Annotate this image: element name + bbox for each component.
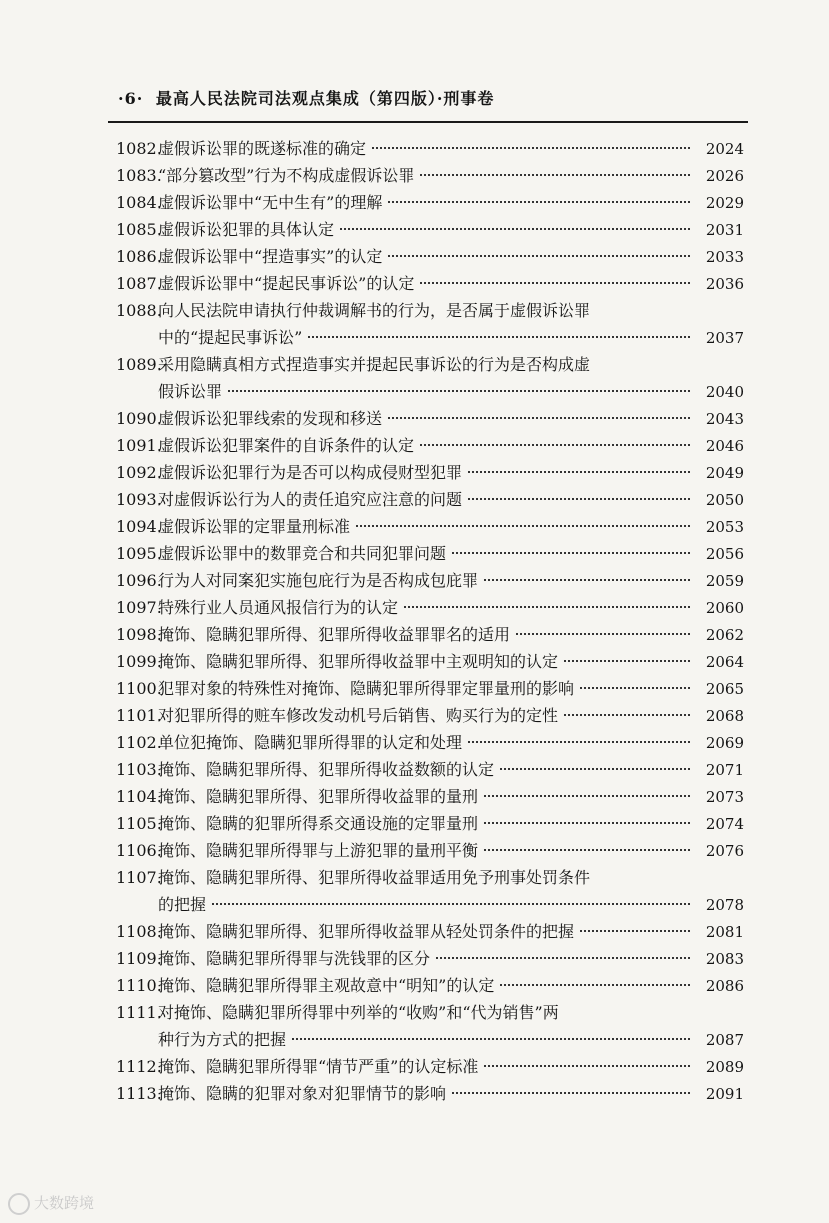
entry-number: 1092.	[116, 463, 162, 482]
toc-entry-line	[116, 513, 744, 540]
entry-title: 虚假诉讼罪的定罪量刑标准	[158, 517, 351, 536]
entry-page-number: 2046	[705, 437, 744, 455]
entry-page-number: 2091	[705, 1085, 744, 1103]
entry-title: 虚假诉讼犯罪案件的自诉条件的认定	[158, 436, 415, 455]
entry-number: 1091.	[116, 436, 162, 455]
dot-leader	[420, 174, 690, 176]
toc-entry-line	[116, 567, 744, 594]
entry-title: 掩饰、隐瞒犯罪所得、犯罪所得收益罪从轻处罚条件的把握	[158, 922, 575, 941]
dot-leader	[356, 525, 690, 527]
entry-page-number: 2029	[705, 194, 744, 212]
entry-page-number: 2049	[705, 464, 744, 482]
entry-page-number: 2083	[705, 950, 744, 968]
watermark-logo-icon	[8, 1193, 30, 1215]
entry-title: 中的“提起民事诉讼”	[158, 328, 303, 347]
entry-number: 1110.	[116, 976, 162, 995]
entry-number: 1111.	[116, 1003, 162, 1022]
entry-title: 虚假诉讼罪中的数罪竞合和共同犯罪问题	[158, 544, 447, 563]
toc-entry	[116, 1053, 744, 1080]
toc-entry	[116, 513, 744, 540]
toc-entry	[116, 1080, 744, 1107]
entry-number: 1097.	[116, 598, 162, 617]
entry-page-number: 2053	[705, 518, 744, 536]
toc-entry	[116, 351, 744, 405]
entry-page-number: 2064	[705, 653, 744, 671]
entry-number: 1096.	[116, 571, 162, 590]
toc-entry-line	[116, 216, 744, 243]
entry-number: 1102.	[116, 733, 162, 752]
toc-entry-line	[116, 486, 744, 513]
dot-leader	[308, 336, 690, 338]
toc-entry-line	[116, 1053, 744, 1080]
entry-page-number: 2033	[705, 248, 744, 266]
entry-page-number: 2089	[705, 1058, 744, 1076]
entry-title: 虚假诉讼犯罪行为是否可以构成侵财型犯罪	[158, 463, 463, 482]
entry-title: “部分篡改型”行为不构成虚假诉讼罪	[158, 166, 415, 185]
dot-leader	[484, 1065, 690, 1067]
dot-leader	[484, 795, 690, 797]
entry-number: 1108.	[116, 922, 162, 941]
entry-title: 对犯罪所得的赃车修改发动机号后销售、购买行为的定性	[158, 706, 559, 725]
dot-leader	[468, 471, 690, 473]
dot-leader	[452, 552, 690, 554]
toc-entry	[116, 810, 744, 837]
watermark	[8, 1192, 94, 1215]
toc-entry	[116, 459, 744, 486]
toc-entry	[116, 486, 744, 513]
dot-leader	[404, 606, 690, 608]
toc-entry-line	[116, 243, 744, 270]
entry-page-number: 2087	[705, 1031, 744, 1049]
toc-entry-line	[116, 459, 744, 486]
toc-entry	[116, 162, 744, 189]
watermark-text: 大数跨境	[34, 1194, 95, 1212]
toc-entry	[116, 594, 744, 621]
dot-leader	[388, 201, 690, 203]
entry-page-number: 2081	[705, 923, 744, 941]
entry-title: 假诉讼罪	[158, 382, 223, 401]
toc-entry-continuation	[116, 378, 744, 405]
entry-page-number: 2068	[705, 707, 744, 725]
header-rule	[108, 121, 748, 123]
dot-leader	[420, 444, 690, 446]
toc-entry-line	[116, 351, 744, 378]
toc-entry	[116, 216, 744, 243]
toc-entry	[116, 270, 744, 297]
entry-page-number: 2065	[705, 680, 744, 698]
toc-entry	[116, 567, 744, 594]
dot-leader	[564, 660, 690, 662]
toc-entry	[116, 729, 744, 756]
toc-entry-line	[116, 999, 744, 1026]
book-title: 最高人民法院司法观点集成（第四版）·刑事卷	[155, 89, 495, 108]
toc-entry-line	[116, 621, 744, 648]
dot-leader	[228, 390, 690, 392]
entry-title: 掩饰、隐瞒犯罪所得罪与洗钱罪的区分	[158, 949, 431, 968]
toc-entry	[116, 972, 744, 999]
entry-number: 1105.	[116, 814, 162, 833]
toc-entry-line	[116, 864, 744, 891]
dot-leader	[436, 957, 690, 959]
toc-entry-line	[116, 945, 744, 972]
entry-title: 掩饰、隐瞒犯罪所得罪与上游犯罪的量刑平衡	[158, 841, 479, 860]
dot-leader	[580, 930, 690, 932]
entry-number: 1084.	[116, 193, 162, 212]
dot-leader	[516, 633, 690, 635]
entry-page-number: 2024	[705, 140, 744, 158]
entry-number: 1089.	[116, 355, 162, 374]
dot-leader	[372, 147, 690, 149]
toc-entry	[116, 540, 744, 567]
entry-title: 掩饰、隐瞒的犯罪所得系交通设施的定罪量刑	[158, 814, 479, 833]
entry-number: 1083.	[116, 166, 162, 185]
dot-leader	[484, 849, 690, 851]
entry-title: 对掩饰、隐瞒犯罪所得罪中列举的“收购”和“代为销售”两	[158, 1003, 559, 1022]
entry-number: 1082.	[116, 139, 162, 158]
entry-page-number: 2059	[705, 572, 744, 590]
entry-number: 1099.	[116, 652, 162, 671]
dot-leader	[340, 228, 690, 230]
toc-entry-line	[116, 702, 744, 729]
toc-entry-line	[116, 540, 744, 567]
entry-title: 虚假诉讼罪中“提起民事诉讼”的认定	[158, 274, 415, 293]
entry-number: 1085.	[116, 220, 162, 239]
dot-leader	[484, 822, 690, 824]
entry-page-number: 2037	[705, 329, 744, 347]
entry-page-number: 2060	[705, 599, 744, 617]
toc-entry-line	[116, 918, 744, 945]
toc-entry-line	[116, 135, 744, 162]
entry-number: 1088.	[116, 301, 162, 320]
toc-entry	[116, 837, 744, 864]
entry-title: 掩饰、隐瞒犯罪所得、犯罪所得收益罪适用免予刑事处罚条件	[158, 868, 591, 887]
entry-title: 掩饰、隐瞒犯罪所得、犯罪所得收益数额的认定	[158, 760, 495, 779]
toc-entry	[116, 999, 744, 1053]
toc-entry-continuation	[116, 324, 744, 351]
toc-entry-continuation	[116, 1026, 744, 1053]
entry-number: 1087.	[116, 274, 162, 293]
toc-entry	[116, 675, 744, 702]
entry-number: 1104.	[116, 787, 162, 806]
entry-page-number: 2086	[705, 977, 744, 995]
entry-title: 的把握	[158, 895, 207, 914]
toc-entry	[116, 702, 744, 729]
toc-entry-line	[116, 1080, 744, 1107]
entry-title: 掩饰、隐瞒犯罪所得、犯罪所得收益罪中主观明知的认定	[158, 652, 559, 671]
entry-number: 1106.	[116, 841, 162, 860]
toc-entry	[116, 864, 744, 918]
toc-entry-continuation	[116, 891, 744, 918]
table-of-contents	[116, 135, 744, 1107]
entry-page-number: 2040	[705, 383, 744, 401]
toc-entry	[116, 432, 744, 459]
toc-entry	[116, 945, 744, 972]
entry-number: 1090.	[116, 409, 162, 428]
entry-title: 行为人对同案犯实施包庇行为是否构成包庇罪	[158, 571, 479, 590]
entry-title: 向人民法院申请执行仲裁调解书的行为，是否属于虚假诉讼罪	[158, 301, 591, 320]
entry-title: 掩饰、隐瞒犯罪所得罪主观故意中“明知”的认定	[158, 976, 495, 995]
entry-number: 1095.	[116, 544, 162, 563]
entry-number: 1101.	[116, 706, 162, 725]
entry-title: 特殊行业人员通风报信行为的认定	[158, 598, 399, 617]
entry-page-number: 2071	[705, 761, 744, 779]
toc-entry	[116, 189, 744, 216]
toc-entry	[116, 135, 744, 162]
dot-leader	[564, 714, 690, 716]
entry-page-number: 2026	[705, 167, 744, 185]
entry-title: 掩饰、隐瞒犯罪所得、犯罪所得收益罪罪名的适用	[158, 625, 511, 644]
entry-number: 1086.	[116, 247, 162, 266]
dot-leader	[580, 687, 690, 689]
entry-page-number: 2036	[705, 275, 744, 293]
toc-entry	[116, 405, 744, 432]
entry-number: 1113.	[116, 1084, 162, 1103]
toc-entry	[116, 918, 744, 945]
toc-entry-line	[116, 432, 744, 459]
toc-entry-line	[116, 972, 744, 999]
entry-number: 1100.	[116, 679, 162, 698]
entry-title: 掩饰、隐瞒的犯罪对象对犯罪情节的影响	[158, 1084, 447, 1103]
dot-leader	[212, 903, 690, 905]
toc-entry-line	[116, 837, 744, 864]
entry-title: 单位犯掩饰、隐瞒犯罪所得罪的认定和处理	[158, 733, 463, 752]
toc-entry	[116, 243, 744, 270]
toc-entry-line	[116, 783, 744, 810]
entry-page-number: 2062	[705, 626, 744, 644]
entry-page-number: 2056	[705, 545, 744, 563]
entry-title: 虚假诉讼罪中“无中生有”的理解	[158, 193, 383, 212]
entry-number: 1098.	[116, 625, 162, 644]
entry-page-number: 2073	[705, 788, 744, 806]
toc-entry	[116, 648, 744, 675]
entry-number: 1107.	[116, 868, 162, 887]
entry-title: 种行为方式的把握	[158, 1030, 287, 1049]
entry-number: 1094.	[116, 517, 162, 536]
toc-entry-line	[116, 270, 744, 297]
dot-leader	[468, 498, 690, 500]
dot-leader	[468, 741, 690, 743]
entry-title: 采用隐瞒真相方式捏造事实并提起民事诉讼的行为是否构成虚	[158, 355, 591, 374]
toc-entry-line	[116, 756, 744, 783]
toc-entry-line	[116, 675, 744, 702]
dot-leader	[388, 417, 690, 419]
entry-page-number: 2076	[705, 842, 744, 860]
entry-page-number: 2031	[705, 221, 744, 239]
entry-number: 1112.	[116, 1057, 162, 1076]
entry-number: 1093.	[116, 490, 162, 509]
entry-number: 1103.	[116, 760, 162, 779]
entry-title: 掩饰、隐瞒犯罪所得罪“情节严重”的认定标准	[158, 1057, 479, 1076]
dot-leader	[388, 255, 690, 257]
dot-leader	[292, 1038, 690, 1040]
entry-title: 犯罪对象的特殊性对掩饰、隐瞒犯罪所得罪定罪量刑的影响	[158, 679, 575, 698]
entry-page-number: 2050	[705, 491, 744, 509]
toc-entry-line	[116, 729, 744, 756]
entry-title: 虚假诉讼罪中“捏造事实”的认定	[158, 247, 383, 266]
toc-entry	[116, 297, 744, 351]
toc-entry	[116, 756, 744, 783]
toc-entry-line	[116, 810, 744, 837]
dot-leader	[420, 282, 690, 284]
entry-page-number: 2043	[705, 410, 744, 428]
dot-leader	[484, 579, 690, 581]
entry-page-number: 2069	[705, 734, 744, 752]
toc-entry-line	[116, 594, 744, 621]
toc-entry-line	[116, 189, 744, 216]
dot-leader	[500, 768, 690, 770]
entry-title: 虚假诉讼罪的既遂标准的确定	[158, 139, 367, 158]
page-marker: ·6·	[118, 89, 144, 108]
entry-title: 虚假诉讼犯罪线索的发现和移送	[158, 409, 383, 428]
entry-title: 对虚假诉讼行为人的责任追究应注意的问题	[158, 490, 463, 509]
running-header	[118, 86, 718, 109]
toc-entry-line	[116, 297, 744, 324]
entry-page-number: 2078	[705, 896, 744, 914]
toc-entry	[116, 783, 744, 810]
entry-page-number: 2074	[705, 815, 744, 833]
dot-leader	[452, 1092, 690, 1094]
toc-entry-line	[116, 162, 744, 189]
entry-title: 掩饰、隐瞒犯罪所得、犯罪所得收益罪的量刑	[158, 787, 479, 806]
toc-entry-line	[116, 648, 744, 675]
entry-title: 虚假诉讼犯罪的具体认定	[158, 220, 335, 239]
toc-entry	[116, 621, 744, 648]
dot-leader	[500, 984, 690, 986]
entry-number: 1109.	[116, 949, 162, 968]
toc-entry-line	[116, 405, 744, 432]
